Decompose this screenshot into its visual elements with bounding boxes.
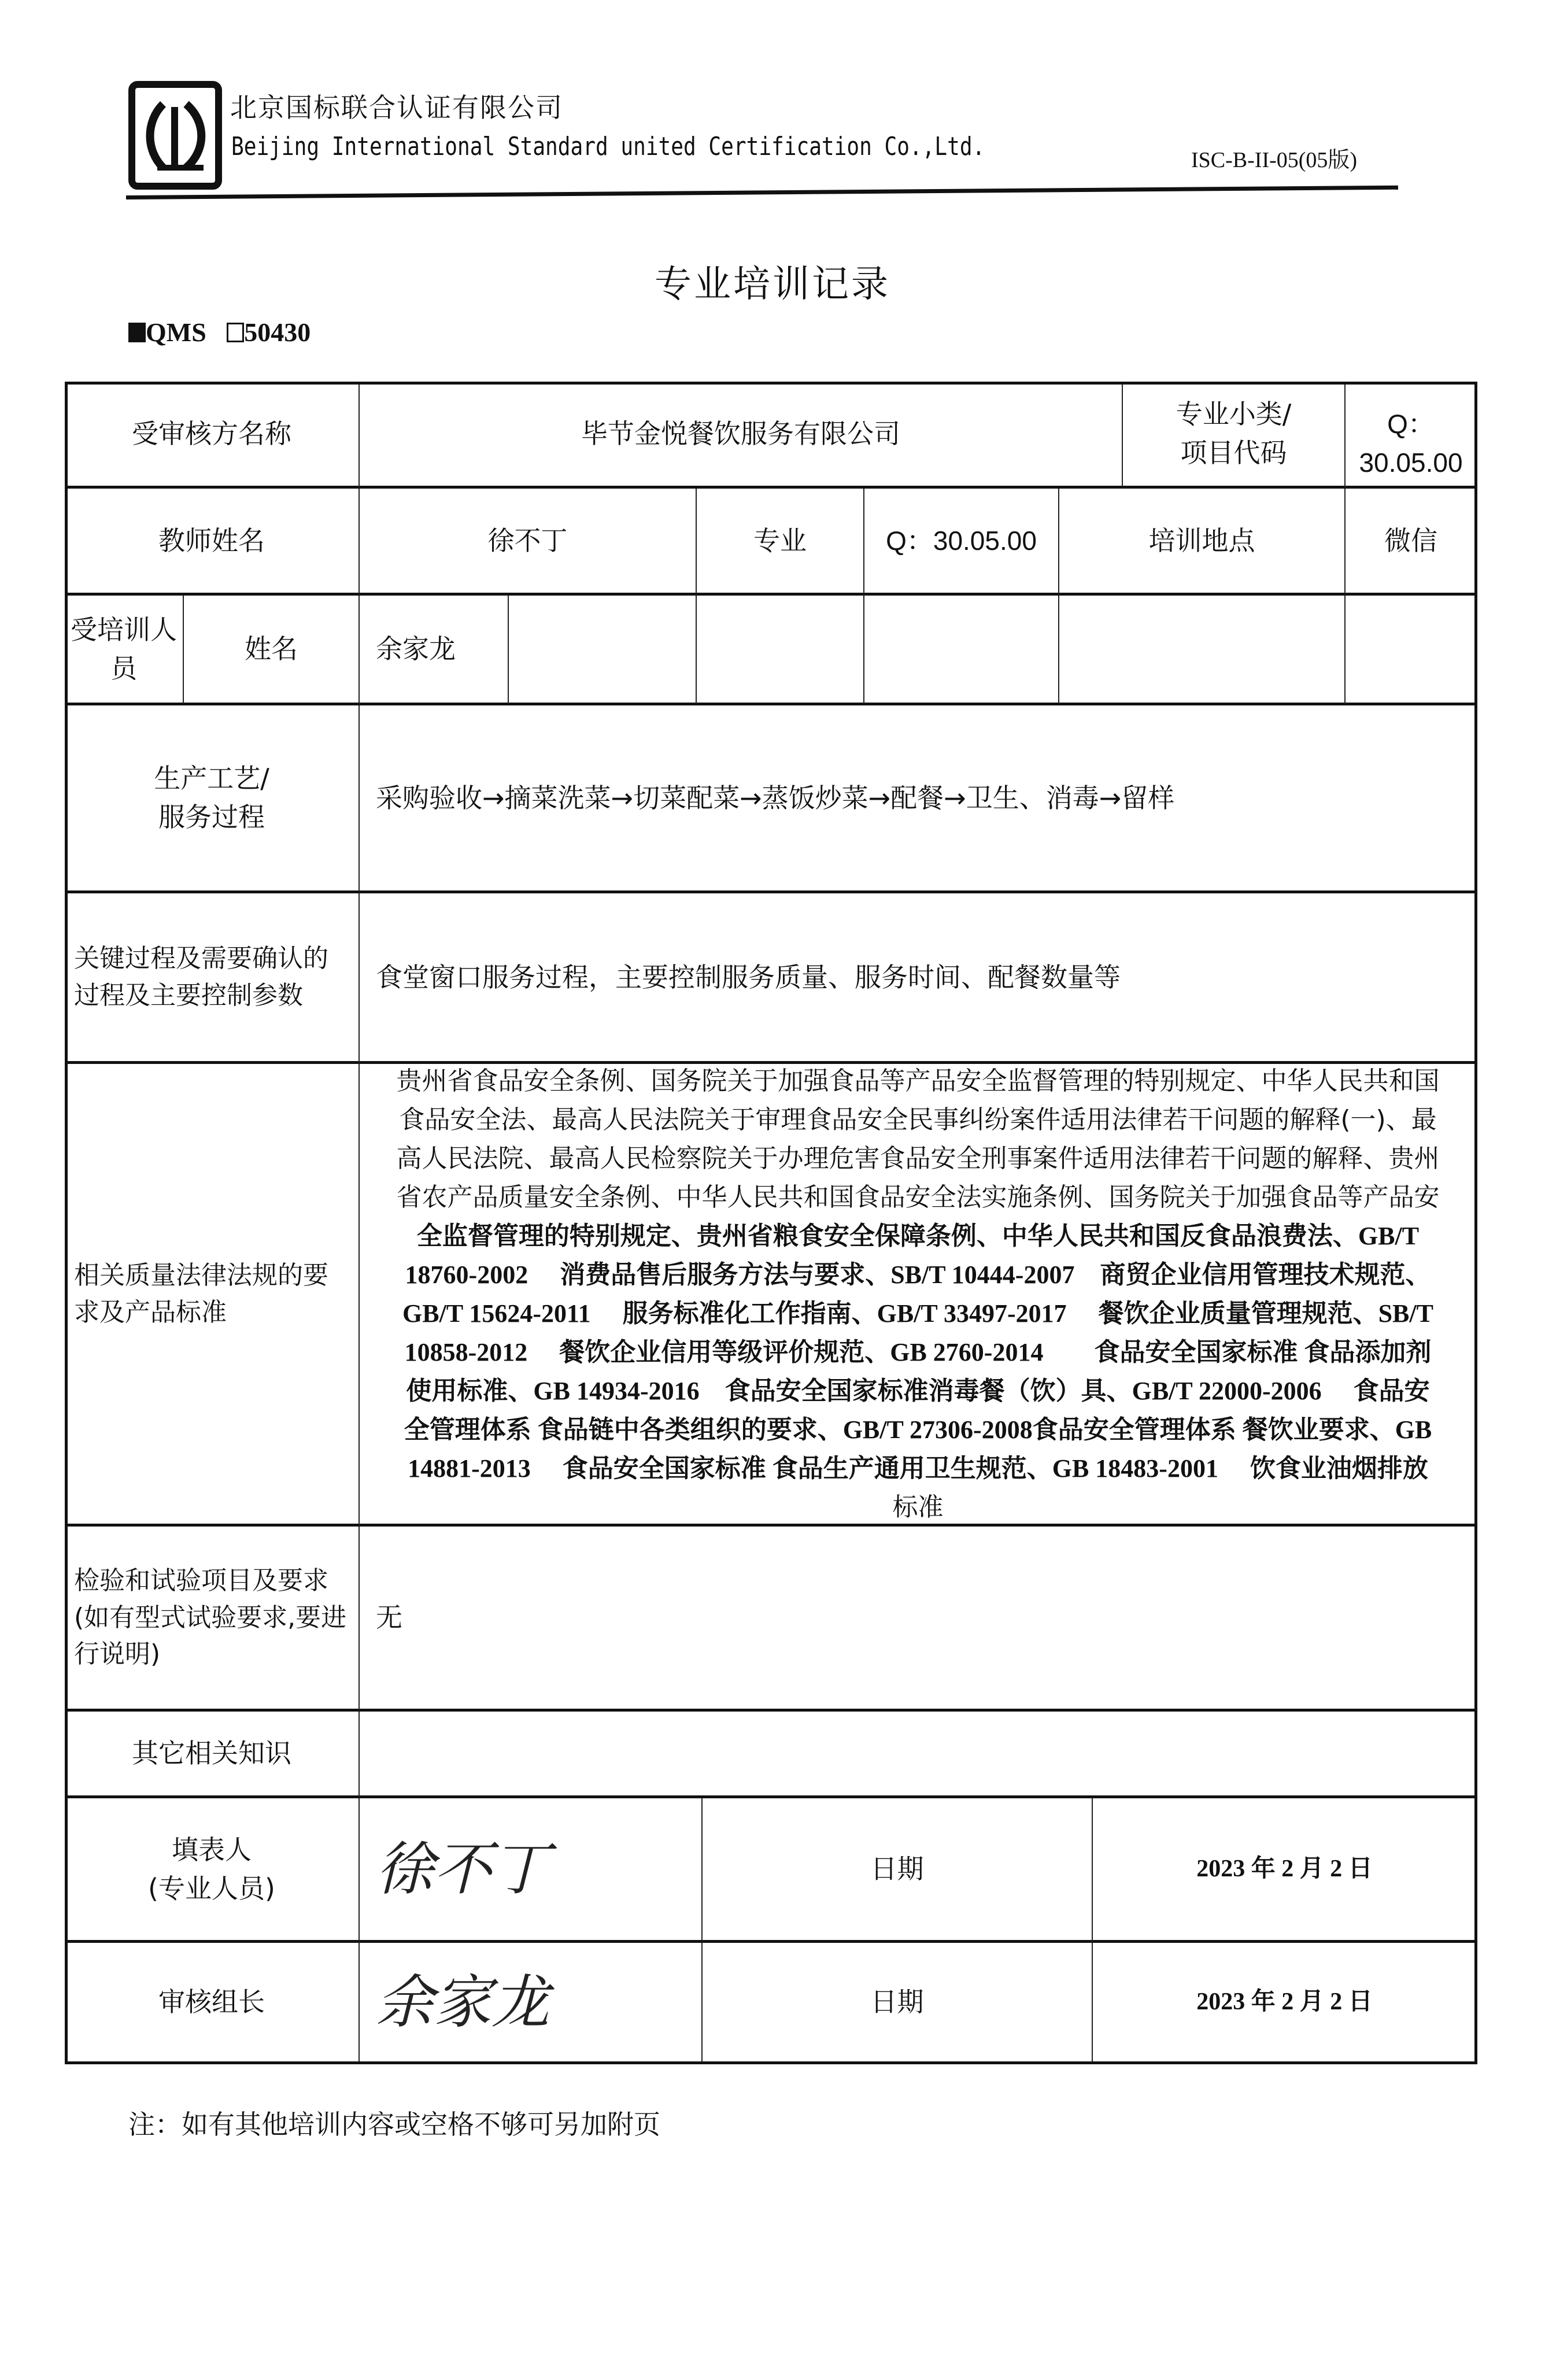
key-process-label: 关键过程及需要确认的过程及主要控制参数: [65, 893, 360, 1064]
page-title: 专业培训记录: [655, 263, 890, 306]
major-label: 专业: [697, 489, 864, 596]
company-name-cn: 北京国标联合认证有限公司: [230, 92, 563, 123]
isc-logo-icon: [128, 81, 224, 191]
regulations-line: 食品安全法、最高人民法院关于审理食品安全民事纠纷案件适用法律若干问题的解释(一)、最: [399, 1104, 1437, 1134]
regulations-line: GB/T 15624-2011 服务标准化工作指南、GB/T 33497-2017 餐饮企业质量管理规范、SB/T: [402, 1299, 1433, 1328]
other-knowledge-value: [360, 1712, 1477, 1798]
regulations-line: 10858-2012 餐饮企业信用等级评价规范、GB 2760-2014 食品安全国家标准 食品添加剂: [404, 1337, 1432, 1366]
auditee-value: 毕节金悦餐饮服务有限公司: [360, 382, 1123, 489]
regulations-value: [360, 1064, 1477, 1527]
leader-label: 审核组长: [65, 1943, 360, 2064]
other-scheme-label: 50430: [244, 317, 311, 347]
filler-label: 填表人 (专业人员): [65, 1798, 360, 1943]
trainee-name-1: 余家龙: [360, 596, 509, 705]
other-knowledge-label: 其它相关知识: [65, 1712, 360, 1798]
filler-date-label: 日期: [703, 1798, 1093, 1943]
regulations-line: 标准: [892, 1492, 944, 1522]
trainee-name-4: [864, 596, 1059, 705]
location-value: 微信: [1346, 489, 1477, 596]
qms-label: QMS: [146, 317, 206, 347]
regulations-line: 高人民法院、最高人民检察院关于办理危害食品安全刑事案件适用法律若干问题的解释、贵州: [396, 1143, 1440, 1173]
category-value: Q：30.05.00: [1346, 382, 1477, 489]
leader-date-value: 2023 年 2 月 2 日: [1093, 1943, 1477, 2064]
regulations-line: 使用标准、GB 14934-2016 食品安全国家标准消毒餐（饮）具、GB/T 22000-2006 食品安: [406, 1376, 1430, 1405]
process-value: 采购验收→摘菜洗菜→切菜配菜→蒸饭炒菜→配餐→卫生、消毒→留样: [360, 705, 1477, 893]
footer-note: 注：如有其他培训内容或空格不够可另加附页: [128, 2109, 660, 2140]
trainee-name-6: [1346, 596, 1477, 705]
regulations-label: 相关质量法律法规的要求及产品标准: [65, 1064, 360, 1527]
training-record-table: [65, 382, 1477, 2064]
regulations-line: 全监督管理的特别规定、贵州省粮食安全保障条例、中华人民共和国反食品浪费法、GB/T: [416, 1221, 1420, 1250]
auditee-label: 受审核方名称: [65, 382, 360, 489]
trainee-name-label: 姓名: [184, 596, 360, 705]
teacher-label: 教师姓名: [65, 489, 360, 596]
header-divider: [126, 186, 1398, 199]
trainee-name-3: [697, 596, 864, 705]
regulations-line: 14881-2013 食品安全国家标准 食品生产通用卫生规范、GB 18483-2001 饮食业油烟排放: [408, 1454, 1428, 1483]
filler-date-value: 2023 年 2 月 2 日: [1093, 1798, 1477, 1943]
company-name-en: Beijing International Standard united Certification Co.,Ltd.: [231, 132, 985, 161]
other-scheme-checkbox[interactable]: [227, 323, 244, 342]
scheme-selector: [128, 317, 311, 348]
inspection-label: 检验和试验项目及要求(如有型式试验要求,要进行说明): [65, 1527, 360, 1712]
major-value: Q：30.05.00: [864, 489, 1059, 596]
inspection-value: 无: [360, 1527, 1477, 1712]
key-process-value: 食堂窗口服务过程，主要控制服务质量、服务时间、配餐数量等: [360, 893, 1477, 1064]
leader-date-label: 日期: [703, 1943, 1093, 2064]
qms-checkbox[interactable]: [128, 323, 146, 342]
regulations-line: 贵州省食品安全条例、国务院关于加强食品等产品安全监督管理的特别规定、中华人民共和国: [396, 1066, 1440, 1096]
document-code: ISC-B-II-05(05版): [1191, 148, 1358, 172]
category-label: 专业小类/ 项目代码: [1123, 382, 1346, 489]
leader-signature: 余家龙: [360, 1943, 703, 2064]
regulations-line: 全管理体系 食品链中各类组织的要求、GB/T 27306-2008食品安全管理体系 餐饮业要求、GB: [404, 1415, 1432, 1444]
location-label: 培训地点: [1059, 489, 1346, 596]
trainee-group-label: 受培训人员: [65, 596, 184, 705]
regulations-line: 省农产品质量安全条例、中华人民共和国食品安全法实施条例、国务院关于加强食品等产品安: [396, 1182, 1440, 1212]
trainee-name-2: [509, 596, 697, 705]
filler-signature: 徐不丁: [360, 1798, 703, 1943]
teacher-value: 徐不丁: [360, 489, 697, 596]
regulations-line: 18760-2002 消费品售后服务方法与要求、SB/T 10444-2007 商贸企业信用管理技术规范、: [405, 1260, 1431, 1289]
trainee-name-5: [1059, 596, 1346, 705]
process-label: 生产工艺/ 服务过程: [65, 705, 360, 893]
